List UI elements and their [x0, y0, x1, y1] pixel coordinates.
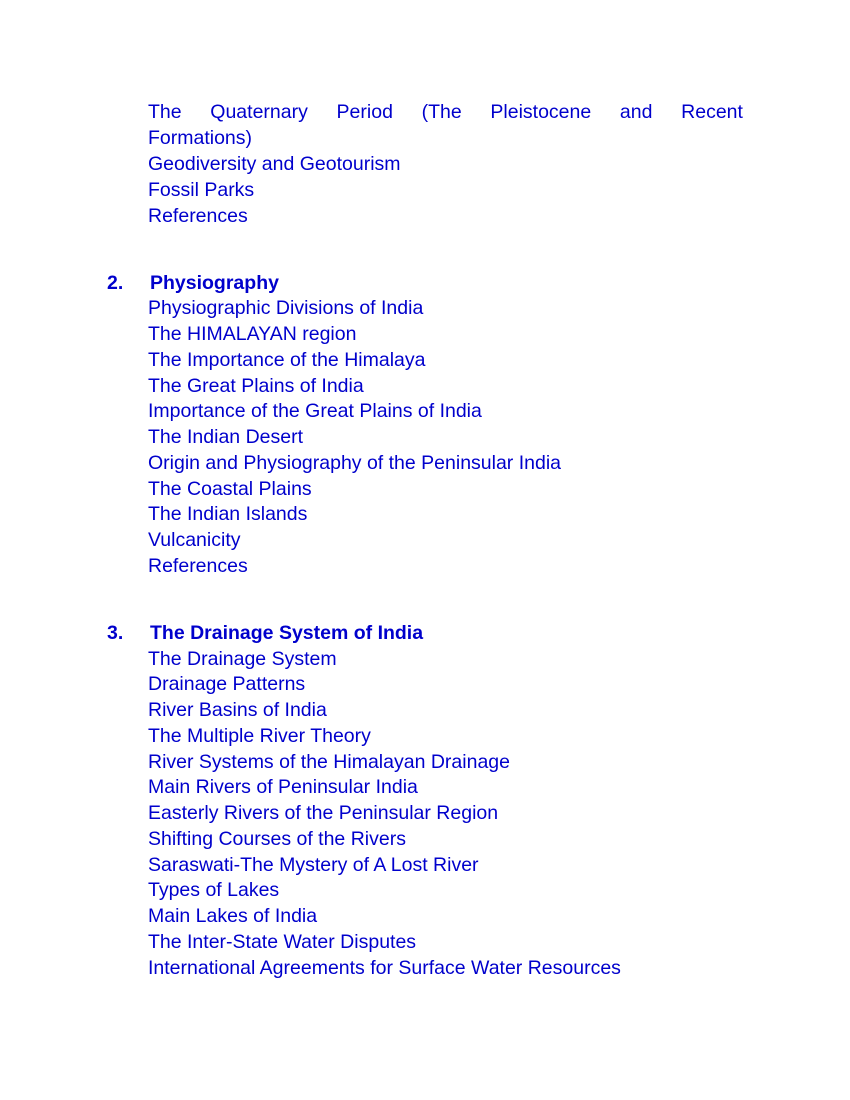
toc-entry: River Basins of India [148, 699, 327, 721]
toc-entry: The Multiple River Theory [148, 725, 371, 747]
toc-entry: Saraswati-The Mystery of A Lost River [148, 854, 479, 876]
toc-entry: Physiographic Divisions of India [148, 297, 424, 319]
toc-entry: The Inter-State Water Disputes [148, 931, 417, 953]
toc-entry-wrap-line: Formations) [148, 127, 253, 149]
toc-entry: The Indian Islands [148, 503, 308, 525]
toc-entry: Shifting Courses of the Rivers [148, 828, 406, 850]
toc-entry: Types of Lakes [148, 879, 280, 901]
section-number: 3. [107, 622, 124, 644]
toc-entry: Geodiversity and Geotourism [148, 153, 401, 175]
toc-entry: Vulcanicity [148, 529, 241, 551]
toc-entry: References [148, 205, 248, 227]
toc-entry: Origin and Physiography of the Peninsular India [148, 452, 562, 474]
toc-entry: Main Lakes of India [148, 905, 318, 927]
toc-entry: The Coastal Plains [148, 478, 312, 500]
toc-entry: References [148, 555, 248, 577]
toc-entry: Easterly Rivers of the Peninsular Region [148, 802, 499, 824]
toc-entry: Fossil Parks [148, 179, 255, 201]
section-title: Physiography [150, 272, 279, 294]
toc-entry: Importance of the Great Plains of India [148, 400, 482, 422]
toc-entry: The Indian Desert [148, 426, 304, 448]
toc-entry: Drainage Patterns [148, 673, 306, 695]
toc-entry: The HIMALAYAN region [148, 323, 357, 345]
toc-entry-justified-line [148, 99, 743, 125]
toc-word: and [619, 101, 653, 123]
toc-word: Pleistocene [490, 101, 592, 123]
toc-entry: International Agreements for Surface Water Resources [148, 957, 621, 979]
toc-entry: River Systems of the Himalayan Drainage [148, 751, 510, 773]
toc-entry: The Drainage System [148, 648, 337, 670]
toc-word: Period [336, 101, 393, 123]
toc-word: (The [421, 101, 462, 123]
toc-entry: Main Rivers of Peninsular India [148, 776, 418, 798]
section-number: 2. [107, 272, 124, 294]
toc-entry: The Great Plains of India [148, 375, 364, 397]
toc-entry-quaternary [148, 99, 743, 151]
toc-word: Recent [681, 101, 743, 123]
toc-word: The [148, 101, 182, 123]
toc-entry: The Importance of the Himalaya [148, 349, 426, 371]
toc-word: Quaternary [210, 101, 308, 123]
section-title: The Drainage System of India [150, 622, 424, 644]
